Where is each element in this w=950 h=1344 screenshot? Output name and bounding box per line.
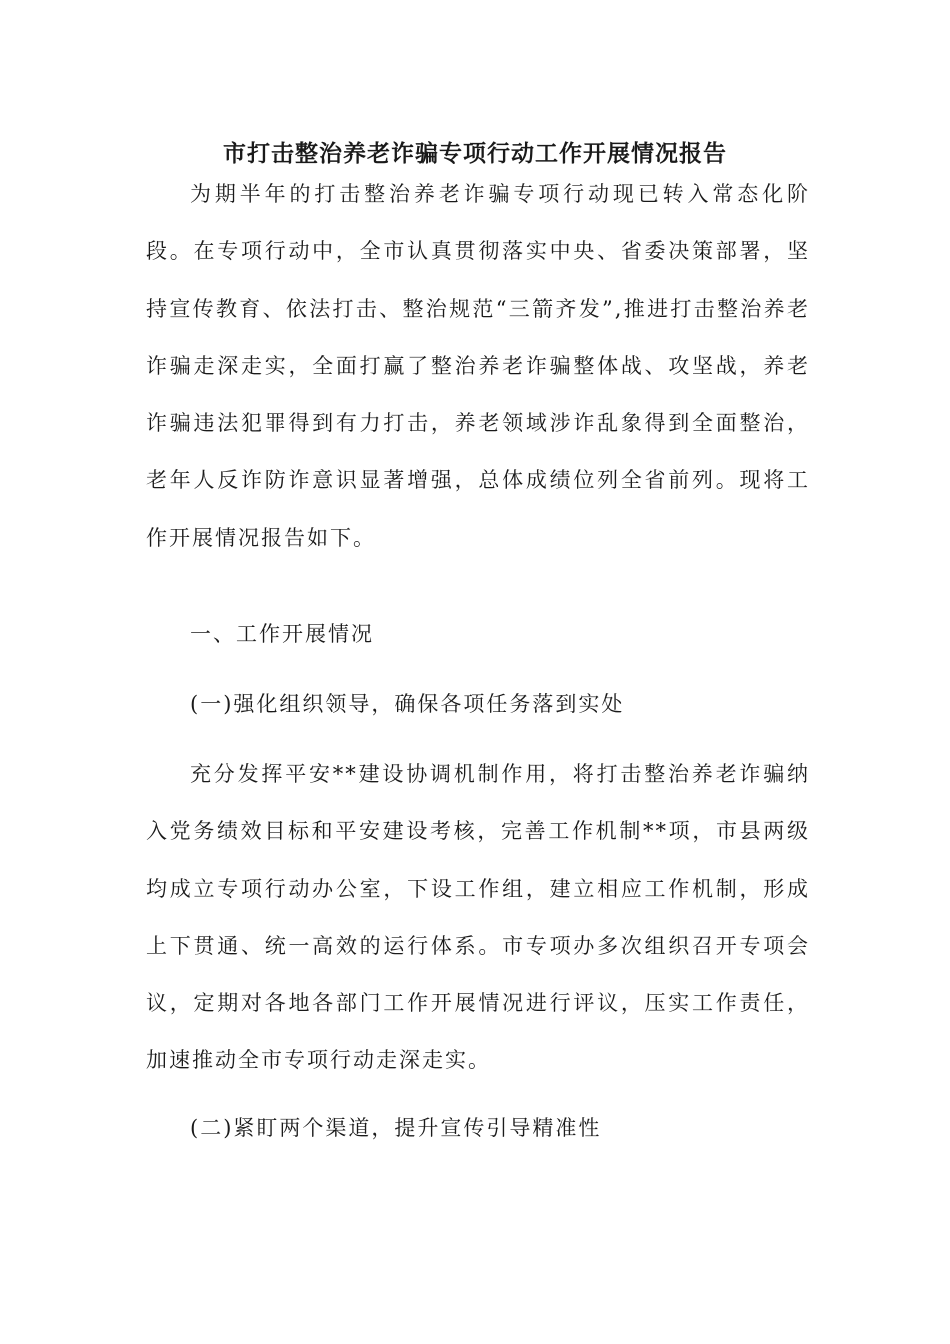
subsection-1-heading: (一)强化组织领导，确保各项任务落到实处 [190, 692, 625, 716]
subsection-1-paragraph: 充分发挥平安**建设协调机制作用，将打击整治养老诈骗纳入党务绩效目标和平安建设考核，完善工作机制**项，市县两级均成立专项行动办公室，下设工作组，建立相应工作机制，形成上下贯通、统一高效的运行体系。市专项办多次组织召开专项会议，定期对各地各部门工作开展情况进行评议，压实工作责任，加速推动全市专项行动走深走实。 [146, 762, 810, 1073]
intro-paragraph: 为期半年的打击整治养老诈骗专项行动现已转入常态化阶段。在专项行动中，全市认真贯彻落实中央、省委决策部署，坚持宣传教育、依法打击、整治规范“三箭齐发”,推进打击整治养老诈骗走深走实，全面打赢了整治养老诈骗整体战、攻坚战，养老诈骗违法犯罪得到有力打击，养老领域涉诈乱象得到全面整治，老年人反诈防诈意识显著增强，总体成绩位列全省前列。现将工作开展情况报告如下。 [146, 182, 810, 550]
document-title: 市打击整治养老诈骗专项行动工作开展情况报告 [223, 141, 727, 167]
section-1-heading: 一、工作开展情况 [190, 622, 374, 646]
subsection-2-heading: (二)紧盯两个渠道，提升宣传引导精准性 [190, 1116, 602, 1140]
